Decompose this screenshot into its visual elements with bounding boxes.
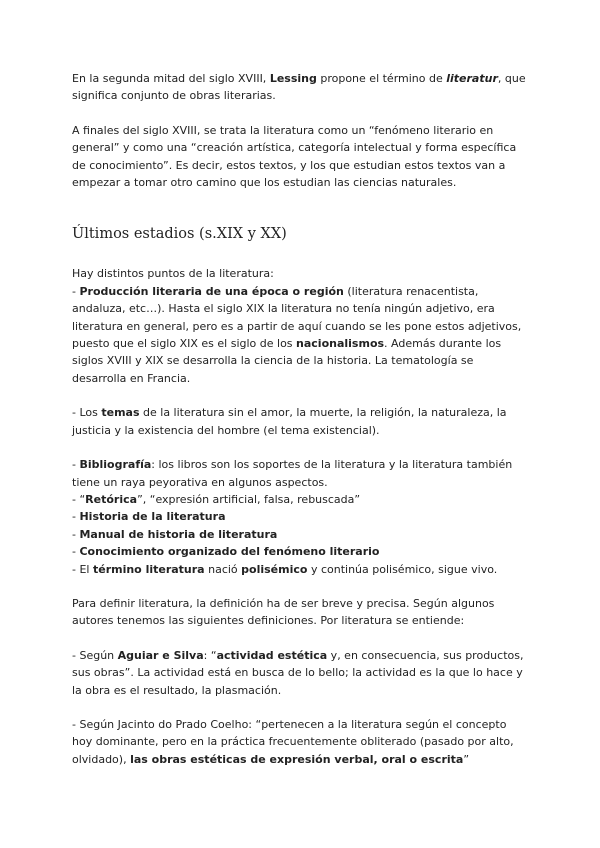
section-heading: Últimos estadios (s.XIX y XX) bbox=[72, 226, 287, 243]
bold-conocimiento: Conocimiento organizado del fenómeno literario bbox=[79, 545, 380, 559]
bold-italic-literatur: literatur bbox=[446, 72, 498, 85]
bold-nacionalismos: nacionalismos bbox=[296, 337, 385, 351]
paragraph-siglo-xviii: A finales del siglo XVIII, se trata la literatura como un “fenómeno literario en general” y como una “creación artística, categoría intelectual y forma específica de conocimiento”. Es decir, estos textos, y los que estudian estos textos van a empezar a tomar otro camino que los estudian las ciencias naturales. bbox=[72, 123, 517, 190]
bold-historia: Historia de la literatura bbox=[79, 510, 226, 524]
paragraph-aguiar: - Según Aguiar e Silva: “actividad estética y, en consecuencia, sus productos, sus obras”. La actividad está en busca de lo bello; la actividad es la que lo hace y la obra es el resultado, la plasmación. bbox=[72, 648, 524, 697]
bold-obras-esteticas: las obras estéticas de expresión verbal, oral o escrita bbox=[130, 752, 464, 766]
bold-actividad: actividad estética bbox=[216, 648, 328, 662]
bold-polisemico: polisémico bbox=[241, 562, 308, 576]
bold-manual: Manual de historia de literatura bbox=[79, 527, 278, 541]
bold-bibliografia: Bibliografía bbox=[79, 458, 152, 472]
bold-aguiar: Aguiar e Silva bbox=[117, 648, 204, 662]
paragraph-lessing: En la segunda mitad del siglo XVIII, Lessing propone el término de literatur, que significa conjunto de obras literarias. bbox=[72, 72, 526, 103]
bold-retorica: Retórica bbox=[85, 492, 138, 506]
paragraph-coelho: - Según Jacinto do Prado Coelho: “pertenecen a la literatura según el concepto hoy dominante, pero en la práctica frecuentemente obliterado (pasado por alto, olvidado), las obras estéticas de expresión verbal, oral o escrita” bbox=[72, 717, 514, 766]
paragraph-definir: Para definir literatura, la definición ha de ser breve y precisa. Según algunos autores tenemos las siguientes definiciones. Por literatura se entiende: bbox=[72, 596, 495, 628]
bold-lessing: Lessing bbox=[269, 72, 317, 85]
bold-temas: temas bbox=[101, 406, 140, 420]
bold-termino: término literatura bbox=[92, 562, 205, 576]
bold-produccion: Producción literaria de una época o región bbox=[79, 284, 344, 298]
paragraph-list: - Bibliografía: los libros son los soportes de la literatura y la literatura también tiene un raya peyorativa en algunos aspectos. - “Retórica”, “expresión artificial, falsa, rebuscada” - Historia de la literatura - Manual de historia de literatura - Conocimiento organizado del fenómeno literario - El término literatura nació polisémico y continúa polisémico, sigue vivo. bbox=[72, 458, 513, 576]
paragraph-puntos-intro: Hay distintos puntos de la literatura: - Producción literaria de una época o región (literatura renacentista, andaluza, etc…). Hasta el siglo XIX la literatura no tenía ningún adjetivo, era literatura en general, pero es a partir de aquí cuando se les pone estos adjetivos, puesto que el siglo XIX es el siglo de los nacionalismos. Además durante los siglos XVIII y XIX se desarrolla la ciencia de la historia. La tematología se desarrolla en Francia. bbox=[72, 267, 522, 385]
paragraph-temas: - Los temas de la literatura sin el amor, la muerte, la religión, la naturaleza, la justicia y la existencia del hombre (el tema existencial). bbox=[72, 406, 507, 437]
